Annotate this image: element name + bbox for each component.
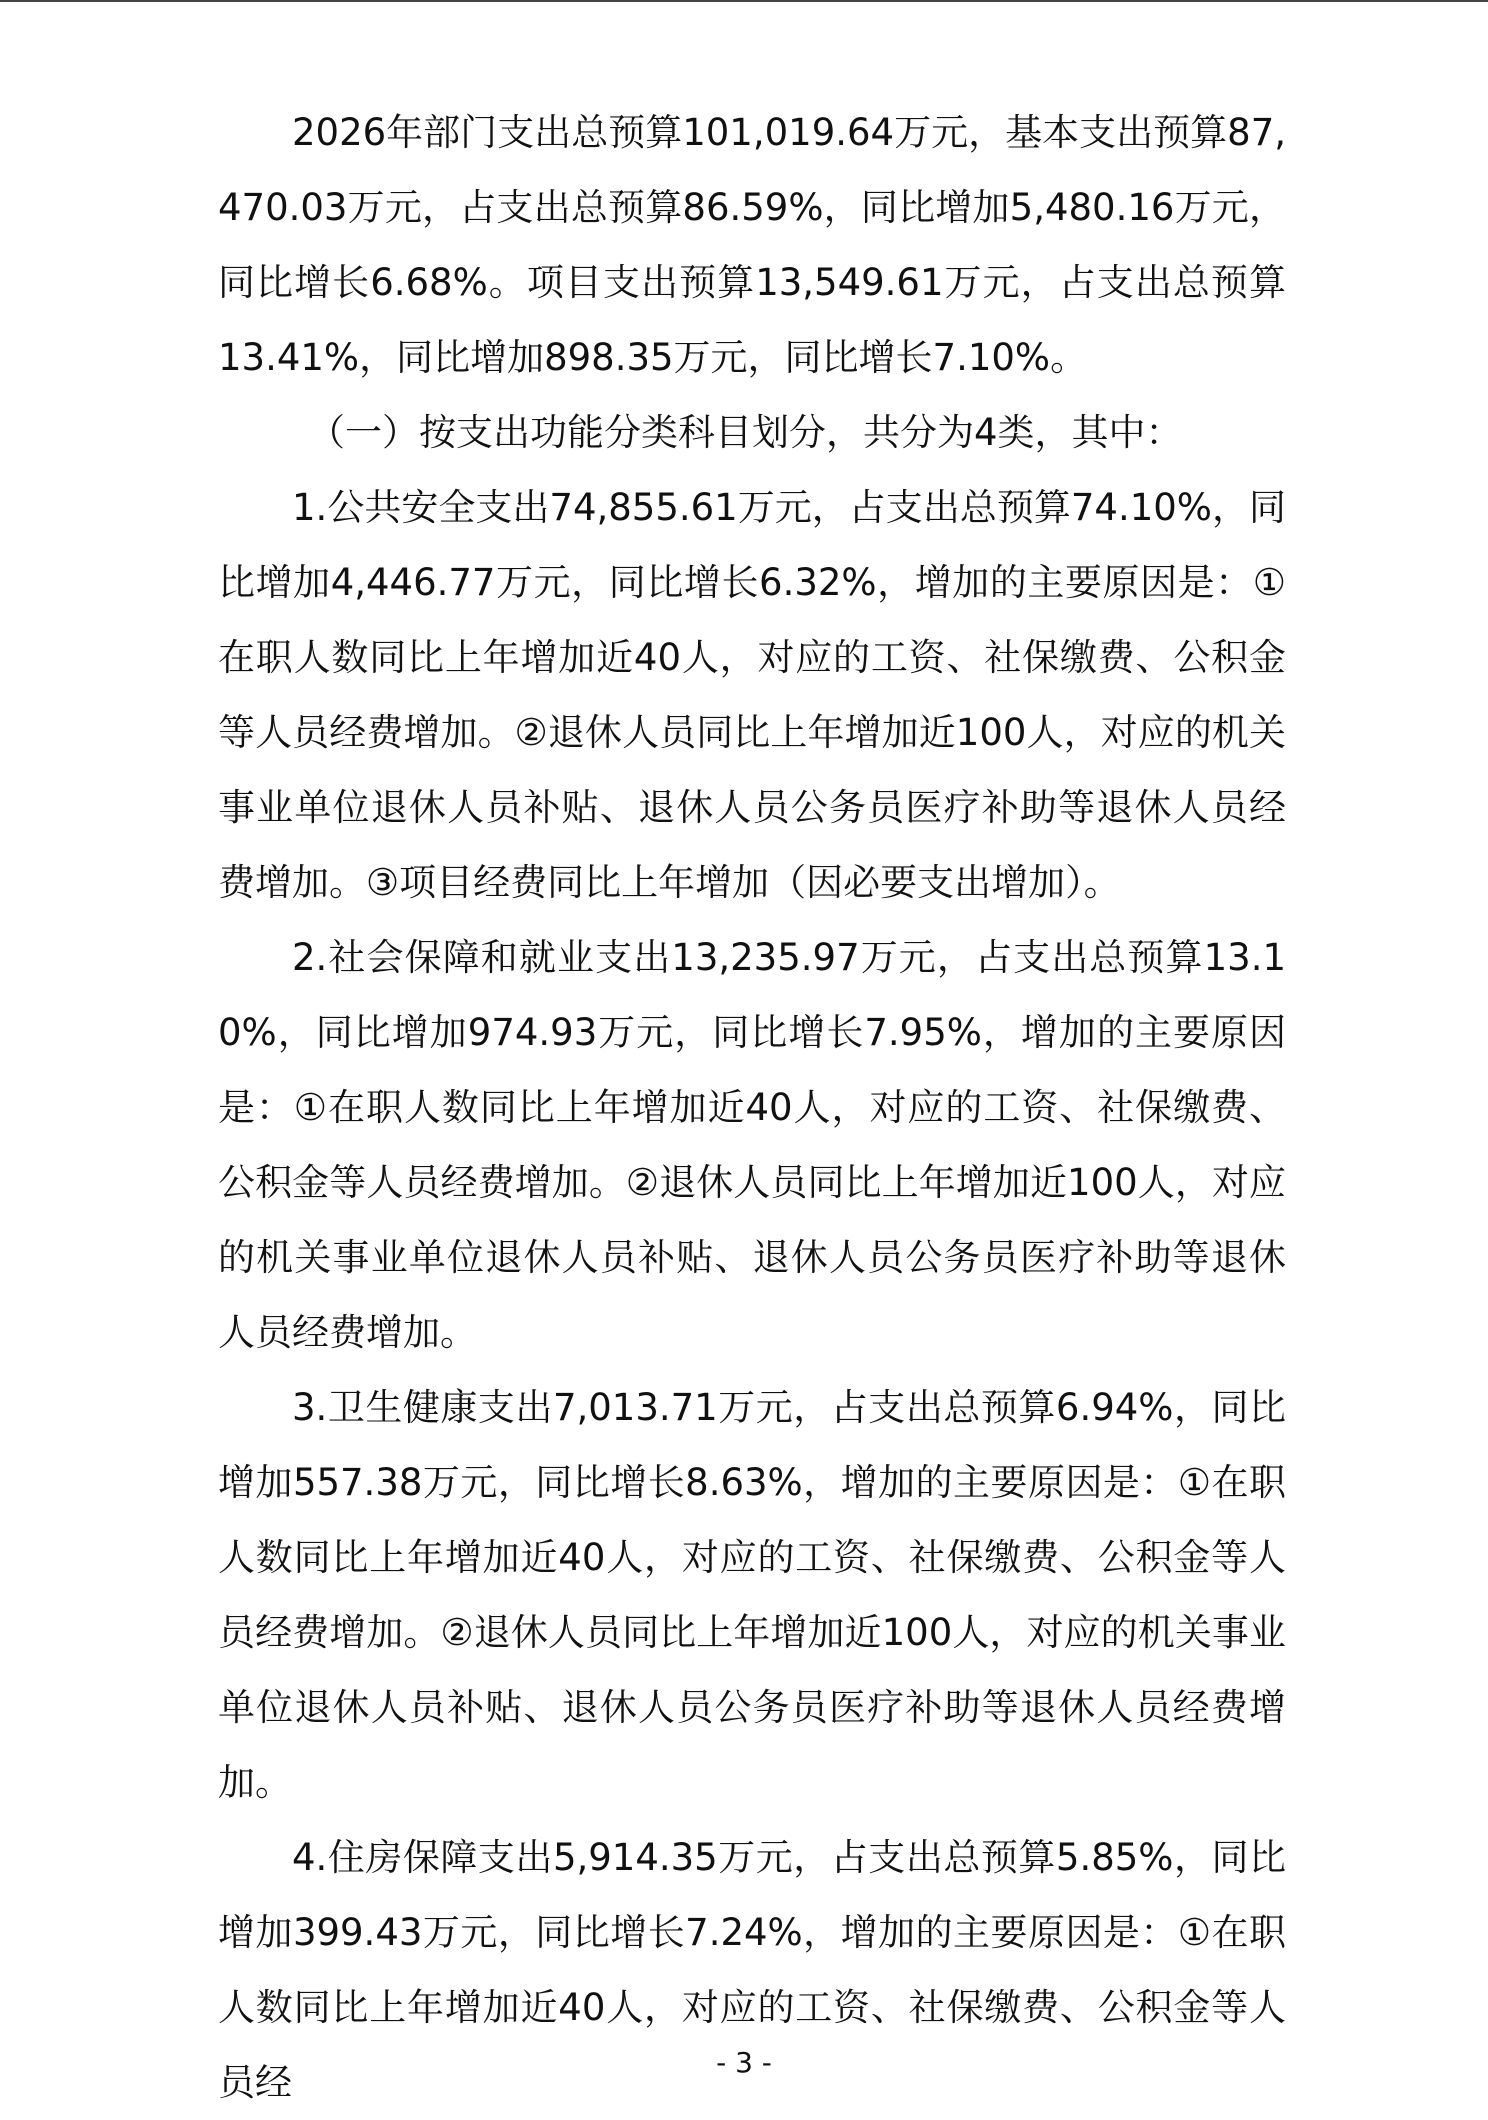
page-top-border — [0, 0, 1488, 2]
budget-summary-paragraph: 2026年部门支出总预算101,019.64万元，基本支出预算87,470.03万元，占支出总预算86.59%，同比增加5,480.16万元，同比增长6.68%。项目支出预算13,549.61万元，占支出总预算13.41%，同比增加898.35万元，同比增长7.10%。 — [218, 111, 1286, 379]
document-body — [218, 95, 1286, 2120]
health-paragraph: 3.卫生健康支出7,013.71万元，占支出总预算6.94%，同比增加557.38万元，同比增长8.63%，增加的主要原因是：①在职人数同比上年增加近40人，对应的工资、社保缴费、公积金等人员经费增加。②退休人员同比上年增加近100人，对应的机关事业单位退休人员补贴、退休人员公务员医疗补助等退休人员经费增加。 — [218, 1386, 1286, 1804]
social-security-paragraph: 2.社会保障和就业支出13,235.97万元，占支出总预算13.10%，同比增加974.93万元，同比增长7.95%，增加的主要原因是：①在职人数同比上年增加近40人，对应的工资、社保缴费、公积金等人员经费增加。②退休人员同比上年增加近100人，对应的机关事业单位退休人员补贴、退休人员公务员医疗补助等退休人员经费增加。 — [218, 936, 1286, 1354]
public-security-paragraph: 1.公共安全支出74,855.61万元，占支出总预算74.10%，同比增加4,446.77万元，同比增长6.32%，增加的主要原因是：①在职人数同比上年增加近40人，对应的工资、社保缴费、公积金等人员经费增加。②退休人员同比上年增加近100人，对应的机关事业单位退休人员补贴、退休人员公务员医疗补助等退休人员经费增加。③项目经费同比上年增加（因必要支出增加）。 — [218, 486, 1286, 904]
page-number: - 3 - — [716, 2046, 772, 2079]
section-heading-functional-classification: （一）按支出功能分类科目划分，共分为4类，其中： — [308, 411, 1183, 454]
housing-paragraph: 4.住房保障支出5,914.35万元，占支出总预算5.85%，同比增加399.43万元，同比增长7.24%，增加的主要原因是：①在职人数同比上年增加近40人，对应的工资、社保缴费、公积金等人员经 — [218, 1836, 1286, 2104]
